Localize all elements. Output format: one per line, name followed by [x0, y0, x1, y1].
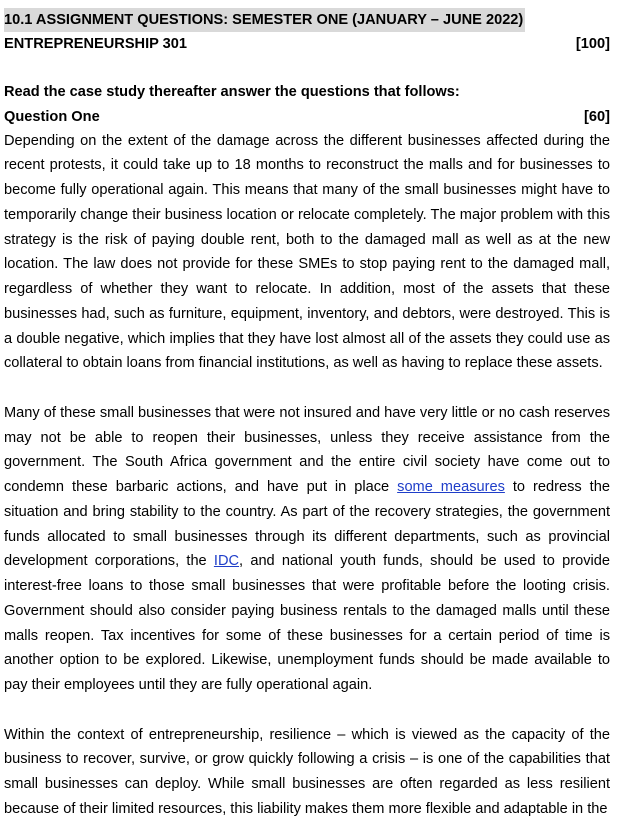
assignment-title: 10.1 ASSIGNMENT QUESTIONS: SEMESTER ONE (JANUARY – JUNE 2022): [4, 8, 525, 32]
assignment-title-row: [4, 8, 610, 32]
question-marks: [60]: [584, 108, 610, 125]
total-marks: [100]: [575, 36, 610, 52]
paragraph-2-part-b: to redress the situation and bring stability to the country. As part of the recovery strategies, the government funds allocated to small businesses through its different departments, such as provincial development corporations, the: [4, 479, 610, 570]
question-label: Question One: [4, 108, 100, 125]
instruction-text: Read the case study thereafter answer the questions that follows:: [4, 84, 460, 100]
paragraph-2: [4, 401, 610, 698]
some-measures-link[interactable]: some measures: [397, 479, 505, 495]
course-title: ENTREPRENEURSHIP 301: [4, 36, 188, 52]
idc-link[interactable]: IDC: [213, 553, 240, 570]
paragraph-gap: [4, 376, 610, 401]
paragraph-2-part-c: , and national youth funds, should be used to provide interest-free loans to those small businesses that were profitable before the looting crisis. Government should also consider paying business rentals to the damaged malls until these malls reopen. Tax incentives for some of these businesses for a certain period of time is another option to be explored. Likewise, unemployment funds should be made available to pay their employees until they are fully operational again.: [4, 553, 610, 693]
paragraph-2-part-a: Many of these small businesses that were not insured and have very little or no cash reserves may not be able to reopen their businesses, unless they receive assistance from the government. The South Africa government and the entire civil society have come out to condemn these barbaric actions, and have put in place: [4, 404, 610, 495]
course-row: [4, 32, 610, 56]
paragraph-3: Within the context of entrepreneurship, resilience – which is viewed as the capacity of the business to recover, survive, or grow quickly following a crisis – is one of the capabilities that small businesses can deploy. While small businesses are often regarded as less resilient because of their limited resources, this liability makes them more flexible and adaptable in the: [4, 726, 610, 817]
paragraph-1: Depending on the extent of the damage across the different businesses affected during the recent protests, it could take up to 18 months to reconstruct the malls and for businesses to become fully operational again. This means that many of the small businesses might have to temporarily change their business location or relocate completely. The major problem with this strategy is the risk of paying double rent, both to the damaged mall as well as at the new location. The law does not provide for these SMEs to stop paying rent to the damaged mall, regardless of whether they want to relocate. In addition, most of the assets that these businesses had, such as furniture, equipment, inventory, and debtors, were destroyed. This is a double negative, which implies that they have lost almost all of the assets they could use as collateral to obtain loans from financial institutions, as well as having to replace these assets.: [4, 132, 610, 372]
question-row: [4, 105, 610, 129]
paragraph-gap: [4, 698, 610, 723]
